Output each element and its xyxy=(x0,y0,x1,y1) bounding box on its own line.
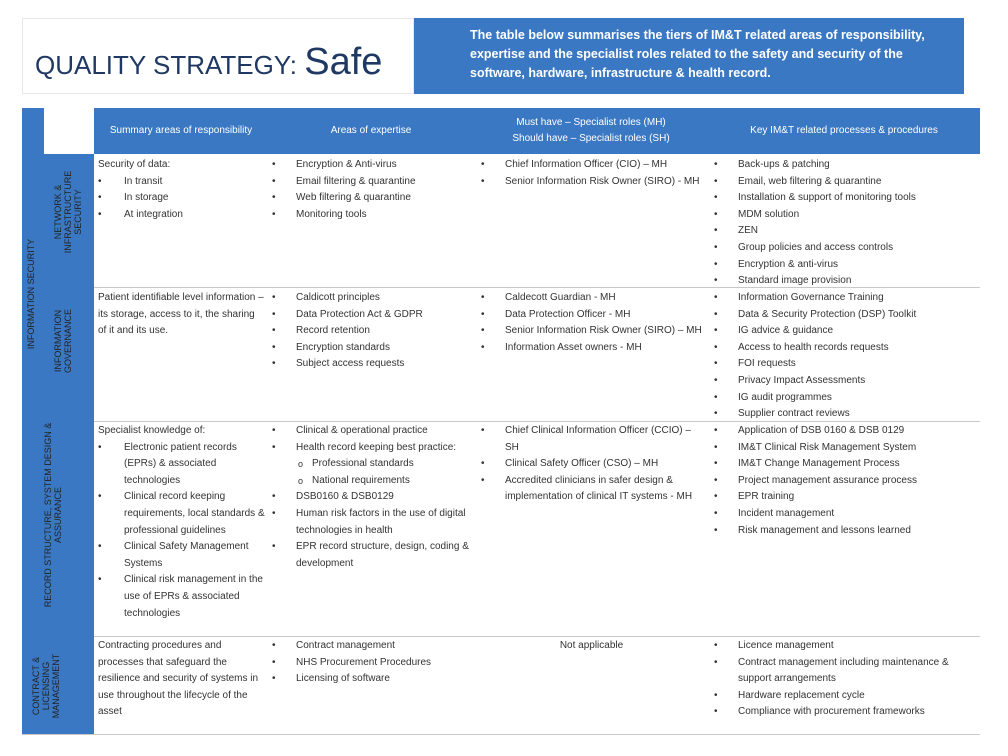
network-expertise xyxy=(266,157,474,223)
title-box xyxy=(22,18,414,94)
network-process-item: • Standard image provision xyxy=(708,273,980,290)
record-process-item: • EPR training xyxy=(708,489,980,506)
header-summary-label: Summary areas of responsibility xyxy=(109,125,253,136)
label-information-security: INFORMATION SECURITY xyxy=(26,238,36,350)
contract-process-item: • Compliance with procurement frameworks xyxy=(708,704,980,721)
contract-expertise-item: • NHS Procurement Procedures xyxy=(266,655,474,672)
record-summary-item: • Clinical risk management in the use of EPRs & associated technologies xyxy=(96,572,266,622)
record-process-item: • IM&T Change Management Process xyxy=(708,456,980,473)
label-governance: INFORMATION GOVERNANCE xyxy=(53,309,73,374)
governance-expertise-item: • Record retention xyxy=(266,323,474,340)
network-process-item: • Installation & support of monitoring tools xyxy=(708,190,980,207)
header-processes xyxy=(708,108,980,154)
record-summary-item: • Clinical Safety Management Systems xyxy=(96,539,266,572)
network-role-item: • Chief Information Officer (CIO) – MH xyxy=(475,157,700,174)
contract-processes xyxy=(708,638,980,721)
row-divider-bottom xyxy=(22,734,980,735)
label-contract: CONTRACT & LICENSING MANAGEMENT xyxy=(31,653,61,719)
network-process-item: • Encryption & anti-virus xyxy=(708,257,980,274)
record-summary-item: • Electronic patient records (EPRs) & associated technologies xyxy=(96,440,266,490)
record-process-item: • Incident management xyxy=(708,506,980,523)
contract-roles xyxy=(475,638,708,655)
record-role-item: • Accredited clinicians in safer design & implementation of clinical IT systems - MH xyxy=(475,473,700,506)
header-roles-line1: Must have – Specialist roles (MH) xyxy=(516,117,666,128)
record-expertise-item: • EPR record structure, design, coding & development xyxy=(266,539,476,572)
contract-process-item: • Licence management xyxy=(708,638,980,655)
record-expertise-subitem: o National requirements xyxy=(266,473,476,490)
label-record: RECORD STRUCTURE, SYSTEM DESIGN & ASSURANCE xyxy=(43,422,63,608)
record-process-item: • Application of DSB 0160 & DSB 0129 xyxy=(708,423,980,440)
governance-expertise-item: • Subject access requests xyxy=(266,356,474,373)
network-role-item: • Senior Information Risk Owner (SIRO) - MH xyxy=(475,174,700,191)
record-summary-title: Specialist knowledge of: xyxy=(98,425,206,436)
governance-role-item: • Caldecott Guardian - MH xyxy=(475,290,705,307)
network-summary-item: • At integration xyxy=(96,207,268,224)
label-network: NETWORK & INFRASTRUCTURE SECURITY xyxy=(53,170,83,254)
network-summary xyxy=(96,157,268,223)
network-expertise-item: • Encryption & Anti-virus xyxy=(266,157,474,174)
network-expertise-item: • Email filtering & quarantine xyxy=(266,174,474,191)
contract-expertise xyxy=(266,638,474,688)
record-expertise xyxy=(266,423,476,572)
header-summary xyxy=(94,108,268,154)
title-prefix: QUALITY STRATEGY: xyxy=(35,50,297,80)
record-expertise-subitem: o Professional standards xyxy=(266,456,476,473)
record-processes xyxy=(708,423,980,539)
governance-process-item: • Access to health records requests xyxy=(708,340,980,357)
contract-summary-text: Contracting procedures and processes that safeguard the resilience and security of systems in use throughout the lifecycle of the asset xyxy=(98,640,259,718)
contract-expertise-item: • Contract management xyxy=(266,638,474,655)
governance-expertise-item: • Caldicott principles xyxy=(266,290,474,307)
governance-process-item: • Privacy Impact Assessments xyxy=(708,373,980,390)
page-title xyxy=(35,41,382,84)
network-expertise-item: • Web filtering & quarantine xyxy=(266,190,474,207)
record-process-item: • Project management assurance process xyxy=(708,473,980,490)
header-roles-line2: Should have – Specialist roles (SH) xyxy=(512,133,670,144)
network-process-item: • Back-ups & patching xyxy=(708,157,980,174)
record-summary-item: • Clinical record keeping requirements, local standards & professional guidelines xyxy=(96,489,266,539)
header-expertise xyxy=(268,108,474,154)
record-role-item: • Clinical Safety Officer (CSO) – MH xyxy=(475,456,700,473)
governance-roles xyxy=(475,290,705,356)
record-process-item: • IM&T Clinical Risk Management System xyxy=(708,440,980,457)
governance-expertise-item: • Data Protection Act & GDPR xyxy=(266,307,474,324)
governance-processes xyxy=(708,290,980,423)
intro-text: The table below summarises the tiers of IM&T related areas of responsibility, expertise and the specialist roles related to the safety and security of the software, hardware, infrastructure & health record. xyxy=(470,28,925,80)
network-process-item: • MDM solution xyxy=(708,207,980,224)
network-summary-item: • In transit xyxy=(96,174,268,191)
network-summary-item: • In storage xyxy=(96,190,268,207)
governance-role-item: • Data Protection Officer - MH xyxy=(475,307,705,324)
governance-role-item: • Information Asset owners - MH xyxy=(475,340,705,357)
network-expertise-item: • Monitoring tools xyxy=(266,207,474,224)
row-divider-3 xyxy=(94,636,980,637)
contract-process-item: • Hardware replacement cycle xyxy=(708,688,980,705)
intro-box xyxy=(414,18,964,94)
record-expertise-item: • DSB0160 & DSB0129 xyxy=(266,489,476,506)
contract-summary xyxy=(96,638,264,721)
record-role-item: • Chief Clinical Information Officer (CCIO) – SH xyxy=(475,423,700,456)
record-expertise-item: • Clinical & operational practice xyxy=(266,423,476,440)
header-processes-label: Key IM&T related processes & procedures xyxy=(750,125,938,136)
governance-expertise xyxy=(266,290,474,373)
network-process-item: • ZEN xyxy=(708,223,980,240)
contract-roles-text: Not applicable xyxy=(559,640,624,651)
governance-process-item: • Information Governance Training xyxy=(708,290,980,307)
header-roles xyxy=(474,108,708,154)
network-roles xyxy=(475,157,700,190)
record-process-item: • Risk management and lessons learned xyxy=(708,523,980,540)
governance-summary-text: Patient identifiable level information – its storage, access to it, the sharing of it and its use. xyxy=(98,292,264,337)
contract-expertise-item: • Licensing of software xyxy=(266,671,474,688)
network-process-item: • Group policies and access controls xyxy=(708,240,980,257)
network-summary-title: Security of data: xyxy=(98,159,171,170)
title-word: Safe xyxy=(304,41,383,83)
governance-process-item: • FOI requests xyxy=(708,356,980,373)
governance-expertise-item: • Encryption standards xyxy=(266,340,474,357)
governance-process-item: • Supplier contract reviews xyxy=(708,406,980,423)
governance-summary xyxy=(96,290,264,340)
governance-process-item: • IG advice & guidance xyxy=(708,323,980,340)
network-processes xyxy=(708,157,980,290)
record-expertise-item: • Human risk factors in the use of digital technologies in health xyxy=(266,506,476,539)
network-process-item: • Email, web filtering & quarantine xyxy=(708,174,980,191)
governance-process-item: • Data & Security Protection (DSP) Toolkit xyxy=(708,307,980,324)
record-summary xyxy=(96,423,266,622)
governance-role-item: • Senior Information Risk Owner (SIRO) – MH xyxy=(475,323,705,340)
governance-process-item: • IG audit programmes xyxy=(708,390,980,407)
contract-process-item: • Contract management including maintenance & support arrangements xyxy=(708,655,980,688)
record-roles xyxy=(475,423,700,506)
record-expertise-item: • Health record keeping best practice: xyxy=(266,440,476,457)
header-expertise-label: Areas of expertise xyxy=(330,125,412,136)
